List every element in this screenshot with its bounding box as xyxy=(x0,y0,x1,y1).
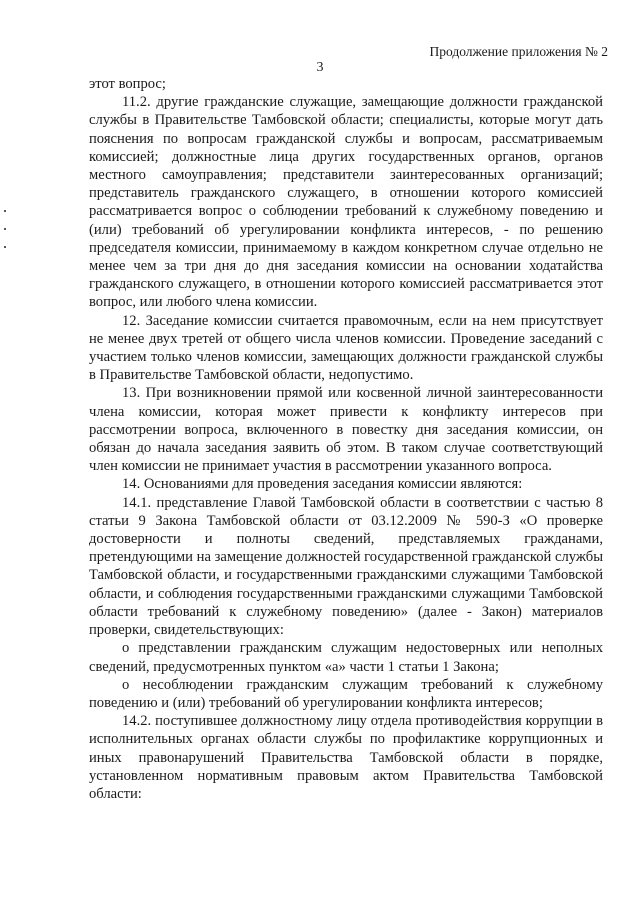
margin-mark xyxy=(4,210,6,212)
paragraph-14: 14. Основаниями для проведения заседания комиссии являются: xyxy=(122,476,523,493)
paragraph-14-2: 14.2. поступившее должностному лицу отдела противодействия коррупции в исполнительных органах области службы по профилактике коррупционных и иных правонарушений Правительства Тамбовской области в порядке, установленном нормативным правовым актом Правительства Тамбовской области: xyxy=(89,713,603,802)
continuation-header: Продолжение приложения № 2 xyxy=(429,44,608,59)
paragraph-13: 13. При возникновении прямой или косвенной личной заинтересованности члена комиссии, которая может привести к конфликту интересов при рассмотрении вопроса, включенного в повестку дня заседания комиссии, он обязан до начала заседания заявить об этом. В таком случае соответствующий член комиссии не принимает участия в рассмотрении указанного вопроса. xyxy=(89,385,603,475)
margin-mark xyxy=(4,246,6,248)
paragraph-11-2: 11.2. другие гражданские служащие, замещающие должности гражданской службы в Правительстве Тамбовской области; специалисты, которые могут дать пояснения по вопросам гражданской службы и вопросам, рассматриваемым комиссией; должностные лица других государственных органов, органов местного самоуправления; представители заинтересованных организаций; представитель гражданского служащего, в отношении которого комиссией рассматривается вопрос о соблюдении требований к служебному поведению и (или) требований об урегулировании конфликта интересов, - по решению председателя комиссии, принимаемому в каждом конкретном случае отдельно не менее чем за три дня до дня заседания комиссии на основании ходатайства гражданского служащего, в отношении которого комиссией рассматривается этот вопрос, или любого члена комиссии. xyxy=(89,94,603,311)
page-number: 3 xyxy=(316,60,324,75)
margin-mark xyxy=(4,228,6,230)
paragraph-14-1-item-2: о несоблюдении гражданским служащим требований к служебному поведению и (или) требований об урегулировании конфликта интересов; xyxy=(89,676,603,711)
document-body xyxy=(89,75,603,803)
paragraph-14-1: 14.1. представление Главой Тамбовской области в соответствии с частью 8 статьи 9 Закона Тамбовской области от 03.12.2009 № 590-З «О проверке достоверности и полноты сведений, представляемых гражданами, претендующими на замещение должностей государственной гражданской службы Тамбовской области, и государственными гражданскими служащими Тамбовской области, и соблюдения государственными гражданскими служащими Тамбовской области требований к служебному поведению» (далее - Закон) материалов проверки, свидетельствующих: xyxy=(89,494,603,639)
paragraph-continuation: этот вопрос; xyxy=(89,76,166,92)
paragraph-12: 12. Заседание комиссии считается правомочным, если на нем присутствует не менее двух третей от общего числа членов комиссии. Проведение заседаний с участием только членов комиссии, замещающих должности гражданской службы в Правительстве Тамбовской области, недопустимо. xyxy=(89,312,603,384)
paragraph-14-1-item-1: о представлении гражданским служащим недостоверных или неполных сведений, предусмотренных пунктом «а» части 1 статьи 1 Закона; xyxy=(89,640,603,675)
